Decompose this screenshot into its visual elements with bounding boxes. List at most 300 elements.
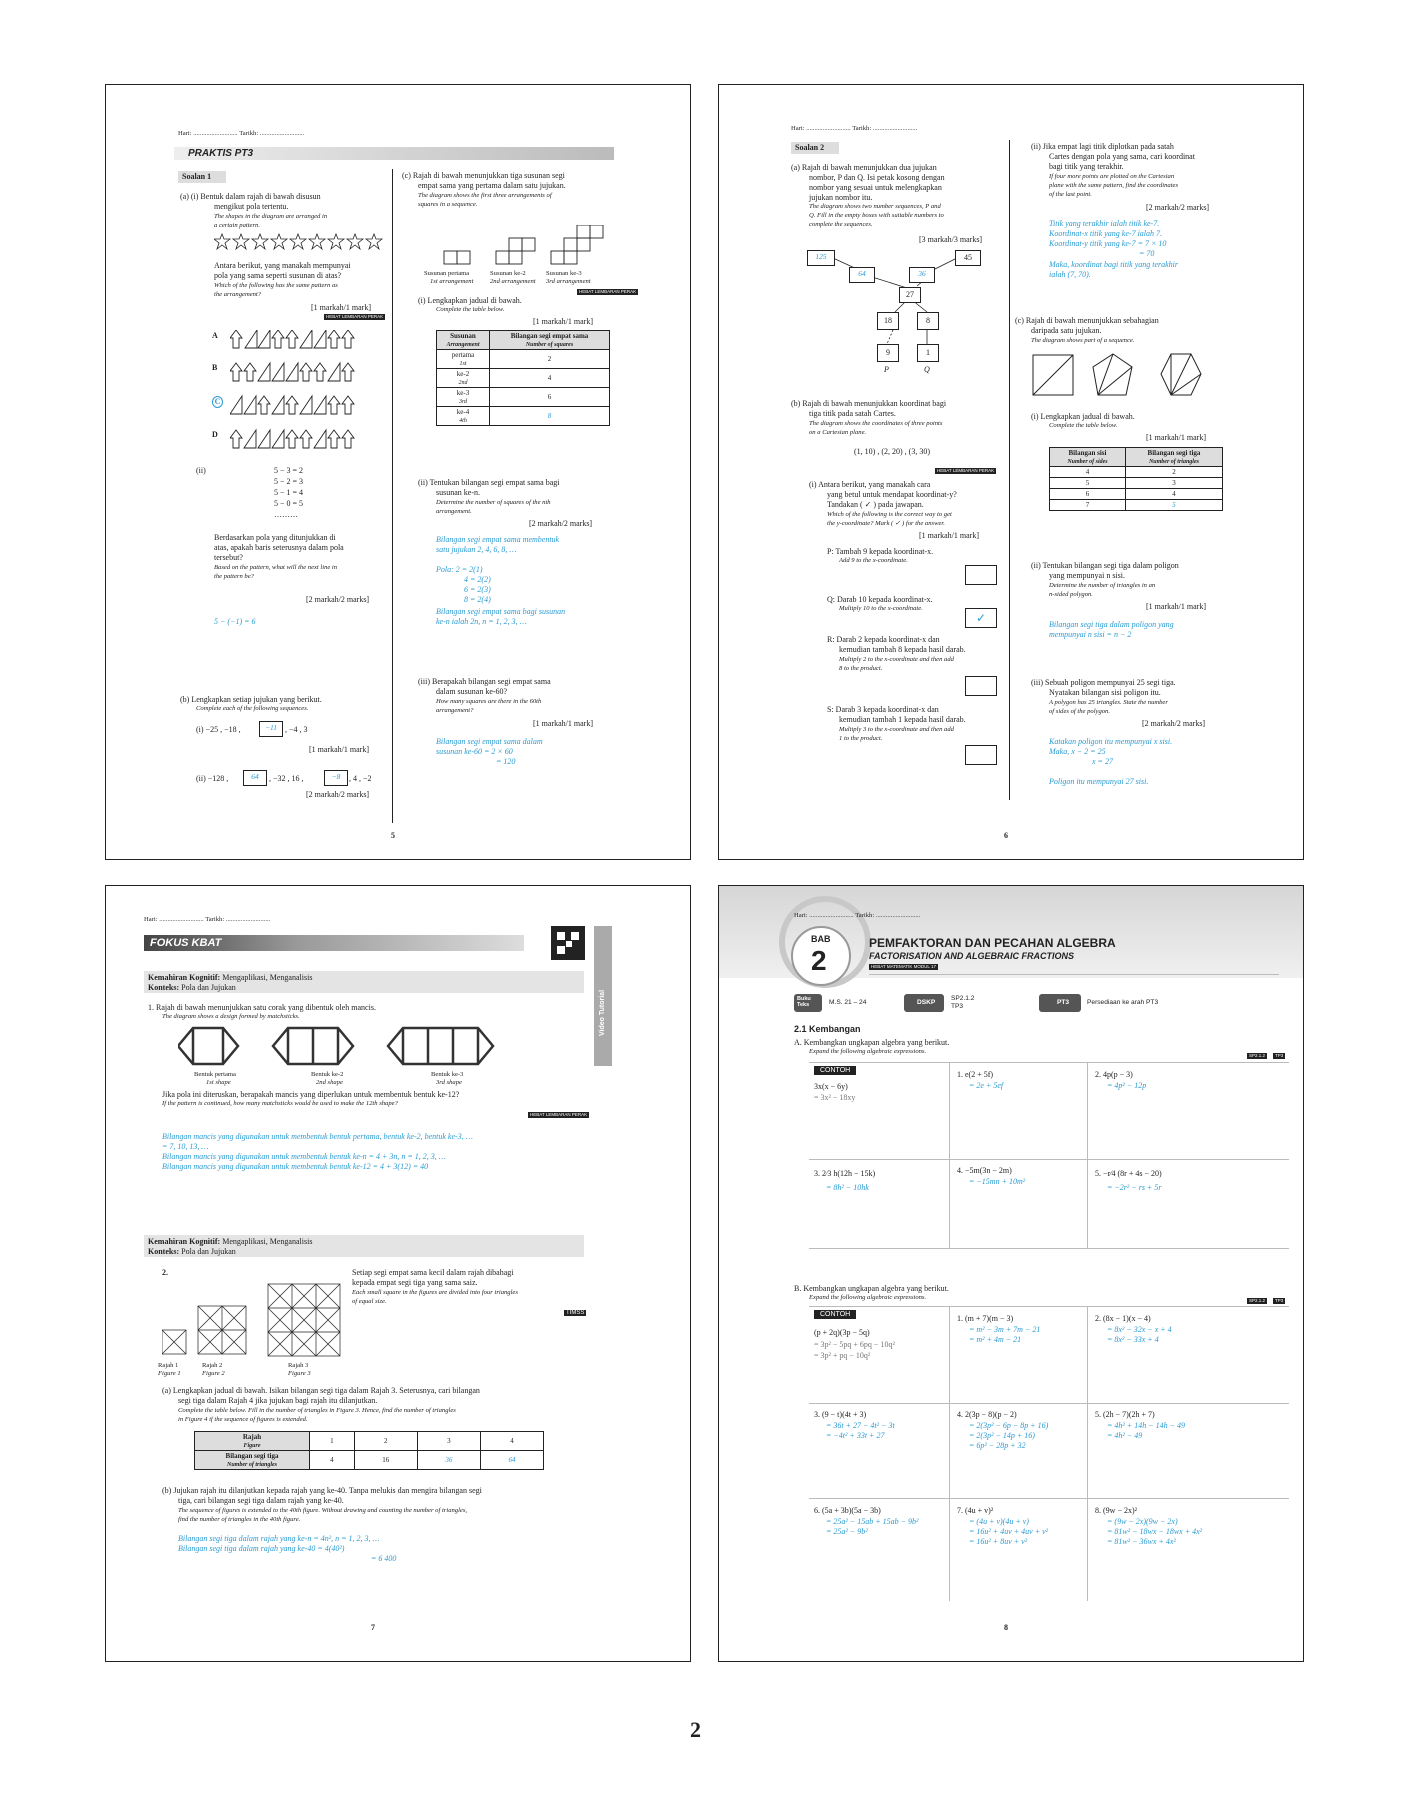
question: 2. (8x − 1)(x − 4) xyxy=(1095,1314,1151,1323)
page-title: PRAKTIS PT3 xyxy=(188,148,254,159)
mark-label: [1 markah/1 mark] xyxy=(1146,433,1206,442)
text: Complete the table below. xyxy=(436,306,505,313)
text: 2nd shape xyxy=(316,1079,343,1086)
th: Bilangan segi empat sama xyxy=(510,332,589,340)
answer: x = 27 xyxy=(1092,757,1113,766)
equation: 5 − 1 = 4 xyxy=(274,488,304,497)
answer: Koordinat-y titik yang ke-7 = 7 × 10 xyxy=(1049,239,1167,248)
value: Mengaplikasi, Menganalisis xyxy=(220,1237,313,1246)
answer: = (4u + v)(4u + v) xyxy=(969,1517,1029,1526)
text: Persediaan ke arah PT3 xyxy=(1087,999,1159,1006)
mark-label: [1 markah/1 mark] xyxy=(311,303,371,312)
answer-box[interactable]: −8 xyxy=(324,770,348,786)
th: Bilangan sisi xyxy=(1068,449,1107,457)
mark-label: [2 markah/2 marks] xyxy=(1146,203,1210,212)
sp-tag: SP2.1.2 xyxy=(1249,1298,1266,1303)
page-6 xyxy=(718,84,1304,860)
section-title: 2.1 Kembangan xyxy=(794,1024,861,1034)
text: (iii) Sebuah poligon mempunyai 25 segi tiga. xyxy=(1031,678,1176,687)
text: Each small square in the figures are divided into four triangles xyxy=(352,1289,518,1296)
value: Mengaplikasi, Menganalisis xyxy=(220,973,313,982)
text: Susunan ke-3 xyxy=(546,270,582,277)
th: Number of sides xyxy=(1067,459,1108,465)
dskp-label: DSKP xyxy=(917,999,936,1006)
number-box: 125 xyxy=(807,250,835,266)
answer: = 25a² − 15ab + 15ab − 9b² xyxy=(826,1517,919,1526)
text: plane with the same pattern, find the coordinates xyxy=(1049,182,1179,189)
text: of equal size. xyxy=(352,1298,387,1305)
text: R: Darab 2 kepada koordinat-x dan xyxy=(827,635,940,644)
th: Figure xyxy=(243,1443,261,1449)
cell: 4 xyxy=(310,1451,355,1470)
fokus-kbat-title: FOKUS KBAT xyxy=(150,937,222,949)
question: 2. 4p(p − 3) xyxy=(1095,1070,1133,1079)
text: 2nd arrangement xyxy=(490,278,536,285)
text: tersebut? xyxy=(214,553,243,562)
chapter-title: PEMFAKTORAN DAN PECAHAN ALGEBRA xyxy=(869,936,1116,950)
text: Expand the following algebraic expressions. xyxy=(809,1048,927,1055)
answer: = 6 400 xyxy=(371,1554,397,1563)
mark-label: [3 markah/3 marks] xyxy=(919,235,983,244)
answer: = 8x² − 32x − x + 4 xyxy=(1107,1325,1172,1334)
text: Rajah 3 xyxy=(288,1362,309,1369)
text: Multiply 3 to the x-coordinate and then add xyxy=(839,726,954,733)
th: Rajah xyxy=(242,1433,262,1441)
text: segi tiga dalam Rajah 4 jika jujukan bagi rajah itu dilanjutkan. xyxy=(178,1396,378,1405)
label: Konteks: xyxy=(148,1247,180,1256)
text: 3rd arrangement xyxy=(546,278,591,285)
label: P xyxy=(884,365,889,374)
answer: ke-n ialah 2n, n = 1, 2, 3, … xyxy=(436,617,527,626)
example: 3x(x − 6y) xyxy=(814,1082,848,1091)
example: = 3p² − 5pq + 6pq − 10q² xyxy=(814,1340,895,1349)
text: Complete the table below. xyxy=(1049,422,1118,429)
text: arrangement? xyxy=(436,707,474,714)
text: squares in a sequence. xyxy=(418,201,478,208)
text: (ii) Tentukan bilangan segi empat sama bagi xyxy=(418,478,560,487)
text: (a) Lengkapkan jadual di bawah. Isikan bilangan segi tiga dalam Rajah 3. Seterusnya, cari bilangan xyxy=(162,1386,480,1395)
cell: pertama xyxy=(451,351,475,359)
star-pattern xyxy=(214,233,389,251)
figure-table xyxy=(194,1431,544,1470)
number-box: 8 xyxy=(917,312,939,330)
answer: = 2(3p² − 14p + 16) xyxy=(969,1431,1035,1440)
answer: Bilangan mancis yang digunakan untuk membentuk bentuk ke-n = 4 + 3n, n = 1, 2, 3, … xyxy=(162,1152,446,1161)
question: 5. (2h − 7)(2h + 7) xyxy=(1095,1410,1155,1419)
number-box: 27 xyxy=(899,287,921,303)
answer: = 2(3p² − 6p − 8p + 16) xyxy=(969,1421,1049,1430)
answer-cell[interactable]: 36 xyxy=(417,1451,480,1470)
mark-label: [2 markah/2 marks] xyxy=(529,519,593,528)
answer: = 120 xyxy=(496,757,516,766)
text: arrangement. xyxy=(436,508,472,515)
question: 6. (5a + 3b)(5a − 3b) xyxy=(814,1506,881,1515)
cell: ke-3 xyxy=(456,389,470,397)
text: The diagram shows the coordinates of three points xyxy=(809,420,943,427)
text: SP2.1.2 xyxy=(951,995,975,1002)
label: Kemahiran Kognitif: xyxy=(148,1237,221,1246)
hebat-tag: HEBAT LEMBARAN PERAK xyxy=(579,289,637,294)
cell: 1st xyxy=(459,361,467,367)
mark-label: [2 markah/2 marks] xyxy=(306,595,370,604)
timss-tag: TIMSS xyxy=(566,1310,585,1316)
page-5 xyxy=(105,84,691,860)
cell: 4 xyxy=(480,1432,543,1451)
answer: Koordinat-x titik yang ke-7 ialah 7. xyxy=(1049,229,1163,238)
text: yang betul untuk mendapat koordinat-y? xyxy=(827,490,957,499)
tick-box-p[interactable] xyxy=(965,565,997,585)
text: If the pattern is continued, how many matchsticks would be used to make the 12th shape? xyxy=(162,1100,398,1107)
cell: 2nd xyxy=(458,380,468,386)
page-8 xyxy=(718,885,1304,1662)
tp-tag: TP3 xyxy=(1275,1053,1284,1058)
label: Konteks: xyxy=(148,983,180,992)
example: = 3x² − 18xy xyxy=(814,1093,856,1102)
text: Determine the number of triangles in an xyxy=(1049,582,1156,589)
coordinates: (1, 10) , (2, 20) , (3, 30) xyxy=(854,447,930,456)
tick-box-r[interactable] xyxy=(965,676,997,696)
text: P: Tambah 9 kepada koordinat-x. xyxy=(827,547,934,556)
text: Q. Fill in the empty boxes with suitable numbers to xyxy=(809,212,944,219)
answer: Katakan poligon itu mempunyai x sisi. xyxy=(1049,737,1173,746)
text: Jika pola ini diteruskan, berapakah mancis yang diperlukan untuk membentuk bentuk ke-12? xyxy=(162,1090,460,1099)
answer: 8 = 2(4) xyxy=(464,595,491,604)
text: atas, apakah baris seterusnya dalam pola xyxy=(214,543,344,552)
value: Pola dan Jujukan xyxy=(179,983,236,992)
shape-options-art xyxy=(230,330,370,455)
answer-cell[interactable]: 8 xyxy=(490,407,610,426)
mark-label: [1 markah/1 mark] xyxy=(919,531,979,540)
triangles-table xyxy=(1049,447,1223,511)
cell: 3 xyxy=(1125,478,1222,489)
answer: Bilangan segi empat sama bagi susunan xyxy=(436,607,566,616)
label: Q xyxy=(924,365,930,374)
answer: = 4h² − 49 xyxy=(1107,1431,1143,1440)
answer: Bilangan segi tiga dalam rajah yang ke-n = 4n², n = 1, 2, 3, … xyxy=(178,1534,380,1543)
answer: = 16u² + 4uv + 4uv + v² xyxy=(969,1527,1049,1536)
page-number: 8 xyxy=(1004,1623,1008,1632)
text: The diagram shows part of a sequence. xyxy=(1031,337,1135,344)
text: tiga, cari bilangan segi tiga dalam rajah yang ke-40. xyxy=(178,1496,344,1505)
cell: 3rd xyxy=(458,399,468,405)
question: 5. −r⁄4 (8r + 4s − 20) xyxy=(1095,1169,1162,1178)
text: nombor yang sesuai untuk melengkapkan xyxy=(809,183,942,192)
modul-tag: HEBAT MATEMATIK MODUL 17 xyxy=(871,964,937,969)
page-number: 5 xyxy=(391,831,395,840)
text: a certain pattern. xyxy=(214,222,260,229)
column-divider xyxy=(392,169,393,823)
text: (ii) Tentukan bilangan segi tiga dalam poligon xyxy=(1031,561,1179,570)
th: Number of triangles xyxy=(226,1462,277,1468)
text: (i) Antara berikut, yang manakah cara xyxy=(809,480,931,489)
question: 1. e(2 + 5f) xyxy=(957,1070,994,1079)
text: (i) Lengkapkan jadual di bawah. xyxy=(418,296,522,305)
question: 8. (9w − 2x)² xyxy=(1095,1506,1138,1515)
text: , 4 , −2 xyxy=(349,774,372,783)
column-divider xyxy=(1009,140,1010,800)
question: 4. 2(3p − 8)(p − 2) xyxy=(957,1410,1017,1419)
polygon-sequence xyxy=(1031,353,1231,401)
text: (b) Lengkapkan setiap jujukan yang berikut. xyxy=(180,695,322,704)
soalan-label: Soalan 1 xyxy=(182,172,212,181)
text: A. Kembangkan ungkapan algebra yang berikut. xyxy=(794,1038,950,1047)
mark-label: [1 markah/1 mark] xyxy=(1146,602,1206,611)
text: (i) −25 , −18 , xyxy=(196,725,241,734)
text: (b) Jujukan rajah itu dilanjutkan kepada rajah yang ke-40. Tanpa melukis dan mengira bilangan segi xyxy=(162,1486,482,1495)
text: 1st arrangement xyxy=(430,278,474,285)
sheet-page-number: 2 xyxy=(690,1717,701,1742)
text: the arrangement? xyxy=(214,291,262,298)
table-row xyxy=(437,369,610,388)
page-number: 6 xyxy=(1004,831,1008,840)
text: in Figure 4 if the sequence of figures is extended. xyxy=(178,1416,308,1423)
text: bagi titik yang terakhir. xyxy=(1049,162,1124,171)
answer: = 4p² − 12p xyxy=(1107,1081,1147,1090)
answer: = 8x² − 33x + 4 xyxy=(1107,1335,1159,1344)
text: kemudian tambah 8 kepada hasil darab. xyxy=(839,645,966,654)
bab-number: 2 xyxy=(811,945,827,976)
th: Bilangan segi tiga xyxy=(225,1452,279,1460)
text: (ii) xyxy=(196,466,206,475)
text: The shapes in the diagram are arranged in xyxy=(214,213,328,220)
text: Q: Darab 10 kepada koordinat-x. xyxy=(827,595,933,604)
text: Figure 1 xyxy=(158,1370,181,1377)
text: Bentuk ke-3 xyxy=(431,1071,464,1078)
text: daripada satu jujukan. xyxy=(1031,326,1102,335)
answer: Titik yang terakhir ialah titik ke-7. xyxy=(1049,219,1160,228)
text: 1st shape xyxy=(206,1079,231,1086)
text: Based on the pattern, what will the next line in xyxy=(214,564,338,571)
answer: = 6p² − 28p + 32 xyxy=(969,1441,1026,1450)
text: Determine the number of squares of the nth xyxy=(436,499,551,506)
cell: 2 xyxy=(490,350,610,369)
text: Setiap segi empat sama kecil dalam rajah dibahagi xyxy=(352,1268,514,1277)
cell: 3 xyxy=(417,1432,480,1451)
answer: mempunyai n sisi = n − 2 xyxy=(1049,630,1132,639)
text: Figure 2 xyxy=(202,1370,225,1377)
text: Cartes dengan pola yang sama, cari koordinat xyxy=(1049,152,1195,161)
text: (b) Rajah di bawah menunjukkan koordinat bagi xyxy=(791,399,947,408)
cell: ke-2 xyxy=(456,370,470,378)
text: pola yang sama seperti susunan di atas? xyxy=(214,271,342,280)
answer-cell[interactable]: 64 xyxy=(480,1451,543,1470)
cell: 6 xyxy=(490,388,610,407)
answer: = 25a² − 9b² xyxy=(826,1527,868,1536)
table-row xyxy=(437,407,610,426)
text: Complete each of the following sequences. xyxy=(196,705,309,712)
text: (c) Rajah di bawah menunjukkan tiga susunan segi xyxy=(402,171,565,180)
text: susunan ke-n. xyxy=(436,488,480,497)
table-row xyxy=(437,350,610,369)
text: Berdasarkan pola yang ditunjukkan di xyxy=(214,533,336,542)
qr-code[interactable] xyxy=(551,926,585,960)
text: M.S. 21 – 24 xyxy=(829,999,867,1006)
cell: 7 xyxy=(1050,500,1126,511)
answer: = m² − 3m + 7m − 21 xyxy=(969,1325,1041,1334)
pt3-label: PT3 xyxy=(1057,999,1070,1006)
text: (ii) −128 , xyxy=(196,774,229,783)
text: 3rd shape xyxy=(436,1079,462,1086)
th: Number of triangles xyxy=(1148,459,1199,465)
tick-box-q[interactable]: ✓ xyxy=(965,608,997,628)
answer: 5 − (−1) = 6 xyxy=(214,617,256,626)
text: Antara berikut, yang manakah mempunyai xyxy=(214,261,351,270)
text: Bentuk pertama xyxy=(194,1071,236,1078)
cell: 4 xyxy=(1125,489,1222,500)
question: 1. (m + 7)(m − 3) xyxy=(957,1314,1014,1323)
cell: 4th xyxy=(459,418,467,424)
answer-box[interactable]: 64 xyxy=(849,267,875,283)
th: Arrangement xyxy=(446,342,480,348)
cell: 1 xyxy=(310,1432,355,1451)
text: How many squares are there in the 60th xyxy=(436,698,542,705)
option-c[interactable]: C xyxy=(212,396,223,408)
text: The diagram shows two number sequences, P and xyxy=(809,203,941,210)
mark-label: [2 markah/2 marks] xyxy=(1142,719,1206,728)
th: Susunan xyxy=(450,332,476,340)
text: yang mempunyai n sisi. xyxy=(1049,571,1125,580)
mark-label: [1 markah/1 mark] xyxy=(533,719,593,728)
table-row xyxy=(437,388,610,407)
text: S: Darab 3 kepada koordinat-x dan xyxy=(827,705,939,714)
answer: = m² + 4m − 21 xyxy=(969,1335,1022,1344)
option-b[interactable]: B xyxy=(212,363,218,372)
text: , −4 , 3 xyxy=(285,725,308,734)
text: Tandakan ( ✓ ) pada jawapan. xyxy=(827,500,924,509)
text: B. Kembangkan ungkapan algebra yang berikut. xyxy=(794,1284,949,1293)
text: jujukan nombor itu. xyxy=(809,193,873,202)
answer: = 8h² − 10hk xyxy=(826,1183,869,1192)
text: (iii) Berapakah bilangan segi empat sama xyxy=(418,677,551,686)
text: kemudian tambah 1 kepada hasil darab. xyxy=(839,715,966,724)
cell: 4 xyxy=(490,369,610,388)
text: The diagram shows the first three arrangements of xyxy=(418,192,552,199)
text: of the last point. xyxy=(1049,191,1092,198)
text: (ii) Jika empat lagi titik diplotkan pada satah xyxy=(1031,142,1174,151)
th: Bilangan segi tiga xyxy=(1147,449,1201,457)
table-row xyxy=(1050,467,1223,478)
answer: Bilangan mancis yang digunakan untuk membentuk bentuk pertama, bentuk ke-2, bentuk ke-3, … xyxy=(162,1132,473,1141)
text: nombor, P dan Q. Isi petak kosong dengan xyxy=(809,173,945,182)
text: the pattern be? xyxy=(214,573,254,580)
chapter-subtitle: FACTORISATION AND ALGEBRAIC FRACTIONS xyxy=(869,951,1074,961)
answer: = 4h² + 14h − 14h − 49 xyxy=(1107,1421,1185,1430)
text: dalam susunan ke-60? xyxy=(436,687,508,696)
text: Bentuk ke-2 xyxy=(311,1071,344,1078)
text: empat sama yang pertama dalam satu jujukan. xyxy=(418,181,566,190)
cell: 2 xyxy=(1125,467,1222,478)
text: tiga titik pada satah Cartes. xyxy=(809,409,896,418)
answer: = 36t + 27 − 4t² − 3t xyxy=(826,1421,895,1430)
answer: Bilangan segi tiga dalam poligon yang xyxy=(1049,620,1174,629)
cell: 5 xyxy=(1050,478,1126,489)
answer: = 81w² − 36wx + 4x² xyxy=(1107,1537,1176,1546)
answer: Bilangan segi empat sama dalam xyxy=(436,737,543,746)
number-sequence-diagram xyxy=(807,250,1007,385)
answer: satu jujukan 2, 4, 6, 8, … xyxy=(436,545,517,554)
question: 3. (9 − t)(4t + 3) xyxy=(814,1410,867,1419)
answer-box[interactable]: 36 xyxy=(909,267,935,283)
cell: ke-4 xyxy=(456,408,470,416)
text: the y-coordinate? Mark ( ✓ ) for the answer. xyxy=(827,520,945,527)
value: Pola dan Jujukan xyxy=(179,1247,236,1256)
cell: 6 xyxy=(1050,489,1126,500)
text: kepada empat segi tiga yang sama saiz. xyxy=(352,1278,478,1287)
text: of sides of the polygon. xyxy=(1049,708,1110,715)
text: (c) Rajah di bawah menunjukkan sebahagian xyxy=(1015,316,1159,325)
equation: ……… xyxy=(274,510,298,519)
hebat-tag: HEBAT LEMBARAN PERAK xyxy=(326,314,384,319)
example: (p + 2q)(3p − 5q) xyxy=(814,1328,870,1337)
option-a[interactable]: A xyxy=(212,331,218,340)
question: 7. (4u + v)² xyxy=(957,1506,994,1515)
question: 4. −5m(3n − 2m) xyxy=(957,1166,1012,1175)
bab-badge xyxy=(791,926,851,986)
text: Expand the following algebraic expressions. xyxy=(809,1294,927,1301)
th: Number of squares xyxy=(525,342,574,348)
sp-tag: SP2.1.2 xyxy=(1249,1053,1266,1058)
squares-arrangement xyxy=(436,225,606,267)
hari-tarikh: Hari: ........................... Tarikh: ........................... xyxy=(144,916,271,923)
text: n-sided polygon. xyxy=(1049,591,1093,598)
text: TP3 xyxy=(951,1003,964,1010)
answer: Bilangan segi tiga dalam rajah yang ke-40 = 4(40²) xyxy=(178,1544,345,1553)
mark-label: [1 markah/1 mark] xyxy=(533,317,593,326)
answer: = 81w² − 18wx − 18wx + 4x² xyxy=(1107,1527,1203,1536)
text: Which of the following has the same pattern as xyxy=(214,282,338,289)
text: (i) Lengkapkan jadual di bawah. xyxy=(1031,412,1135,421)
text: Figure 3 xyxy=(288,1370,311,1377)
answer: = 2e + 5ef xyxy=(969,1081,1004,1090)
cell: 16 xyxy=(354,1451,417,1470)
text: (a) (i) Bentuk dalam rajah di bawah disusun xyxy=(180,192,321,201)
text: Nyatakan bilangan sisi poligon itu. xyxy=(1049,688,1161,697)
buku-teks-label: Buku Teks xyxy=(797,996,811,1008)
option-d[interactable]: D xyxy=(212,430,218,439)
answer: Pola: 2 = 2(1) xyxy=(436,565,483,574)
tp-tag: TP3 xyxy=(1275,1298,1284,1303)
text: (a) Rajah di bawah menunjukkan dua jujukan xyxy=(791,163,937,172)
mark-label: [1 markah/1 mark] xyxy=(309,745,369,754)
label: Kemahiran Kognitif: xyxy=(148,973,221,982)
hari-tarikh: Hari: ........................... Tarikh: ........................... xyxy=(794,912,921,919)
answer: = −2r² − rs + 5r xyxy=(1107,1183,1162,1192)
text: , −32 , 16 , xyxy=(269,774,304,783)
text: Susunan ke-2 xyxy=(490,270,526,277)
cell: 2 xyxy=(354,1432,417,1451)
answer: 4 = 2(2) xyxy=(464,575,491,584)
matchstick-shapes xyxy=(178,1026,498,1068)
video-tutorial-tab[interactable] xyxy=(594,926,612,1066)
equation: 5 − 2 = 3 xyxy=(274,477,304,486)
text: Rajah 2 xyxy=(202,1362,223,1369)
table-row xyxy=(1050,478,1223,489)
answer-box[interactable]: −11 xyxy=(259,721,283,737)
text: A polygon has 25 triangles. State the number xyxy=(1049,699,1168,706)
text: Multiply 10 to the x-coordinate. xyxy=(839,605,923,612)
text: Add 9 to the x-coordinate. xyxy=(839,557,908,564)
text: complete the sequences. xyxy=(809,221,873,228)
answer: = (9w − 2x)(9w − 2x) xyxy=(1107,1517,1178,1526)
answer: = −15mn + 10m² xyxy=(969,1177,1026,1186)
answer-cell[interactable]: 5 xyxy=(1125,500,1222,511)
soalan-label: Soalan 2 xyxy=(795,143,825,152)
text: If four more points are plotted on the Cartesian xyxy=(1049,173,1175,180)
equation: 5 − 0 = 5 xyxy=(274,499,304,508)
answer-box[interactable]: 64 xyxy=(243,770,267,786)
tick-box-s[interactable] xyxy=(965,745,997,765)
text: Which of the following is the correct way to get xyxy=(827,511,952,518)
